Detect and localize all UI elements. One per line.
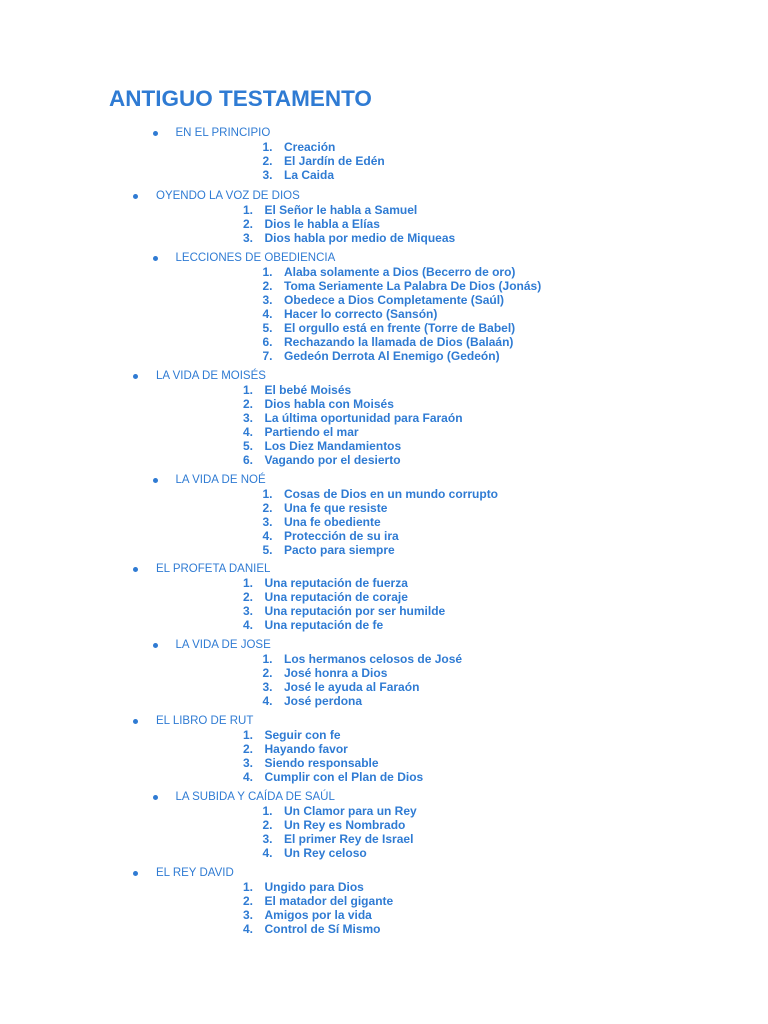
item-number: 4. [262, 694, 273, 708]
list-item: Un Clamor para un Rey [284, 804, 417, 818]
item-number: 4. [242, 770, 253, 784]
list-item: José honra a Dios [284, 666, 388, 680]
item-number: 3. [262, 168, 273, 182]
item-number: 4. [262, 307, 273, 321]
bullet-icon [153, 131, 158, 136]
item-number: 4. [262, 846, 273, 860]
item-number: 1. [262, 487, 273, 501]
section-title: LA VIDA DE JOSE [175, 639, 271, 651]
section-title: EL REY DAVID [156, 867, 234, 879]
item-number: 1. [262, 265, 273, 279]
item-number: 3. [242, 411, 253, 425]
item-number: 1. [242, 203, 253, 217]
list-item: El Jardín de Edén [284, 154, 385, 168]
item-number: 3. [262, 515, 273, 529]
item-number: 3. [262, 832, 273, 846]
section-title: OYENDO LA VOZ DE DIOS [156, 190, 300, 202]
list-item: Control de Sí Mismo [264, 922, 381, 936]
item-number: 2. [262, 666, 273, 680]
item-number: 2. [262, 501, 273, 515]
item-number: 5. [242, 439, 253, 453]
section-title: EL LIBRO DE RUT [156, 715, 254, 727]
item-number: 3. [242, 604, 253, 618]
section-title: EN EL PRINCIPIO [175, 127, 271, 139]
list-item: Dios le habla a Elías [264, 217, 380, 231]
list-item: El bebé Moisés [264, 383, 352, 397]
list-item: Rechazando la llamada de Dios (Balaán) [284, 335, 514, 349]
item-number: 1. [242, 728, 253, 742]
list-item: Obedece a Dios Completamente (Saúl) [284, 293, 505, 307]
list-item: Cosas de Dios en un mundo corrupto [284, 487, 499, 501]
list-item: Ungido para Dios [264, 880, 364, 894]
list-item: Una reputación de fe [264, 618, 384, 632]
item-number: 5. [262, 543, 273, 557]
bullet-icon [133, 719, 138, 724]
item-number: 4. [242, 922, 253, 936]
bullet-icon [153, 643, 158, 648]
section-title: EL PROFETA DANIEL [156, 563, 271, 575]
item-number: 2. [262, 279, 273, 293]
item-number: 2. [242, 742, 253, 756]
item-number: 4. [262, 529, 273, 543]
list-item: Pacto para siempre [284, 543, 395, 557]
item-number: 4. [242, 618, 253, 632]
list-item: La Caida [284, 168, 335, 182]
list-item: Un Rey celoso [284, 846, 367, 860]
bullet-icon [133, 194, 138, 199]
item-number: 3. [242, 908, 253, 922]
item-number: 6. [262, 335, 273, 349]
item-number: 2. [242, 894, 253, 908]
list-item: El primer Rey de Israel [284, 832, 414, 846]
list-item: Alaba solamente a Dios (Becerro de oro) [284, 265, 516, 279]
list-item: El matador del gigante [264, 894, 394, 908]
bullet-icon [133, 567, 138, 572]
list-item: Protección de su ira [284, 529, 399, 543]
item-number: 2. [242, 397, 253, 411]
list-item: Los hermanos celosos de José [284, 652, 463, 666]
item-number: 3. [262, 680, 273, 694]
item-number: 4. [242, 425, 253, 439]
bullet-icon [153, 478, 158, 483]
list-item: José perdona [284, 694, 363, 708]
list-item: Vagando por el desierto [264, 453, 401, 467]
item-number: 3. [242, 231, 253, 245]
list-item: Siendo responsable [264, 756, 379, 770]
item-number: 7. [262, 349, 273, 363]
item-number: 3. [262, 293, 273, 307]
list-item: Seguir con fe [264, 728, 341, 742]
list-item: Hayando favor [264, 742, 348, 756]
section-title: LA VIDA DE MOISÉS [156, 370, 266, 382]
item-number: 1. [242, 576, 253, 590]
list-item: Gedeón Derrota Al Enemigo (Gedeón) [284, 349, 500, 363]
list-item: José le ayuda al Faraón [284, 680, 420, 694]
list-item: Partiendo el mar [264, 425, 359, 439]
list-item: Una fe que resiste [284, 501, 388, 515]
item-number: 1. [262, 804, 273, 818]
list-item: Amigos por la vida [264, 908, 372, 922]
list-item: Hacer lo correcto (Sansón) [284, 307, 438, 321]
item-number: 5. [262, 321, 273, 335]
item-number: 2. [262, 154, 273, 168]
item-number: 1. [242, 880, 253, 894]
list-item: Una reputación de fuerza [264, 576, 408, 590]
item-number: 2. [262, 818, 273, 832]
list-item: La última oportunidad para Faraón [264, 411, 463, 425]
section-title: LA VIDA DE NOÉ [175, 474, 266, 486]
page-title: ANTIGUO TESTAMENTO [109, 86, 372, 111]
list-item: Una reputación por ser humilde [264, 604, 446, 618]
item-number: 2. [242, 590, 253, 604]
bullet-icon [133, 871, 138, 876]
item-number: 3. [242, 756, 253, 770]
item-number: 6. [242, 453, 253, 467]
bullet-icon [153, 795, 158, 800]
list-item: Cumplir con el Plan de Dios [264, 770, 424, 784]
item-number: 1. [242, 383, 253, 397]
section-title: LA SUBIDA Y CAÍDA DE SAÚL [175, 791, 335, 803]
list-item: Dios habla con Moisés [264, 397, 394, 411]
item-number: 1. [262, 652, 273, 666]
list-item: Toma Seriamente La Palabra De Dios (Jonás) [284, 279, 542, 293]
list-item: Un Rey es Nombrado [284, 818, 406, 832]
list-item: Una reputación de coraje [264, 590, 408, 604]
item-number: 1. [262, 140, 273, 154]
list-item: El orgullo está en frente (Torre de Babel) [284, 321, 516, 335]
list-item: El Señor le habla a Samuel [264, 203, 418, 217]
list-item: Una fe obediente [284, 515, 381, 529]
item-number: 2. [242, 217, 253, 231]
bullet-icon [153, 256, 158, 261]
list-item: Creación [284, 140, 336, 154]
section-title: LECCIONES DE OBEDIENCIA [175, 252, 336, 264]
list-item: Dios habla por medio de Miqueas [264, 231, 456, 245]
bullet-icon [133, 374, 138, 379]
list-item: Los Diez Mandamientos [264, 439, 402, 453]
